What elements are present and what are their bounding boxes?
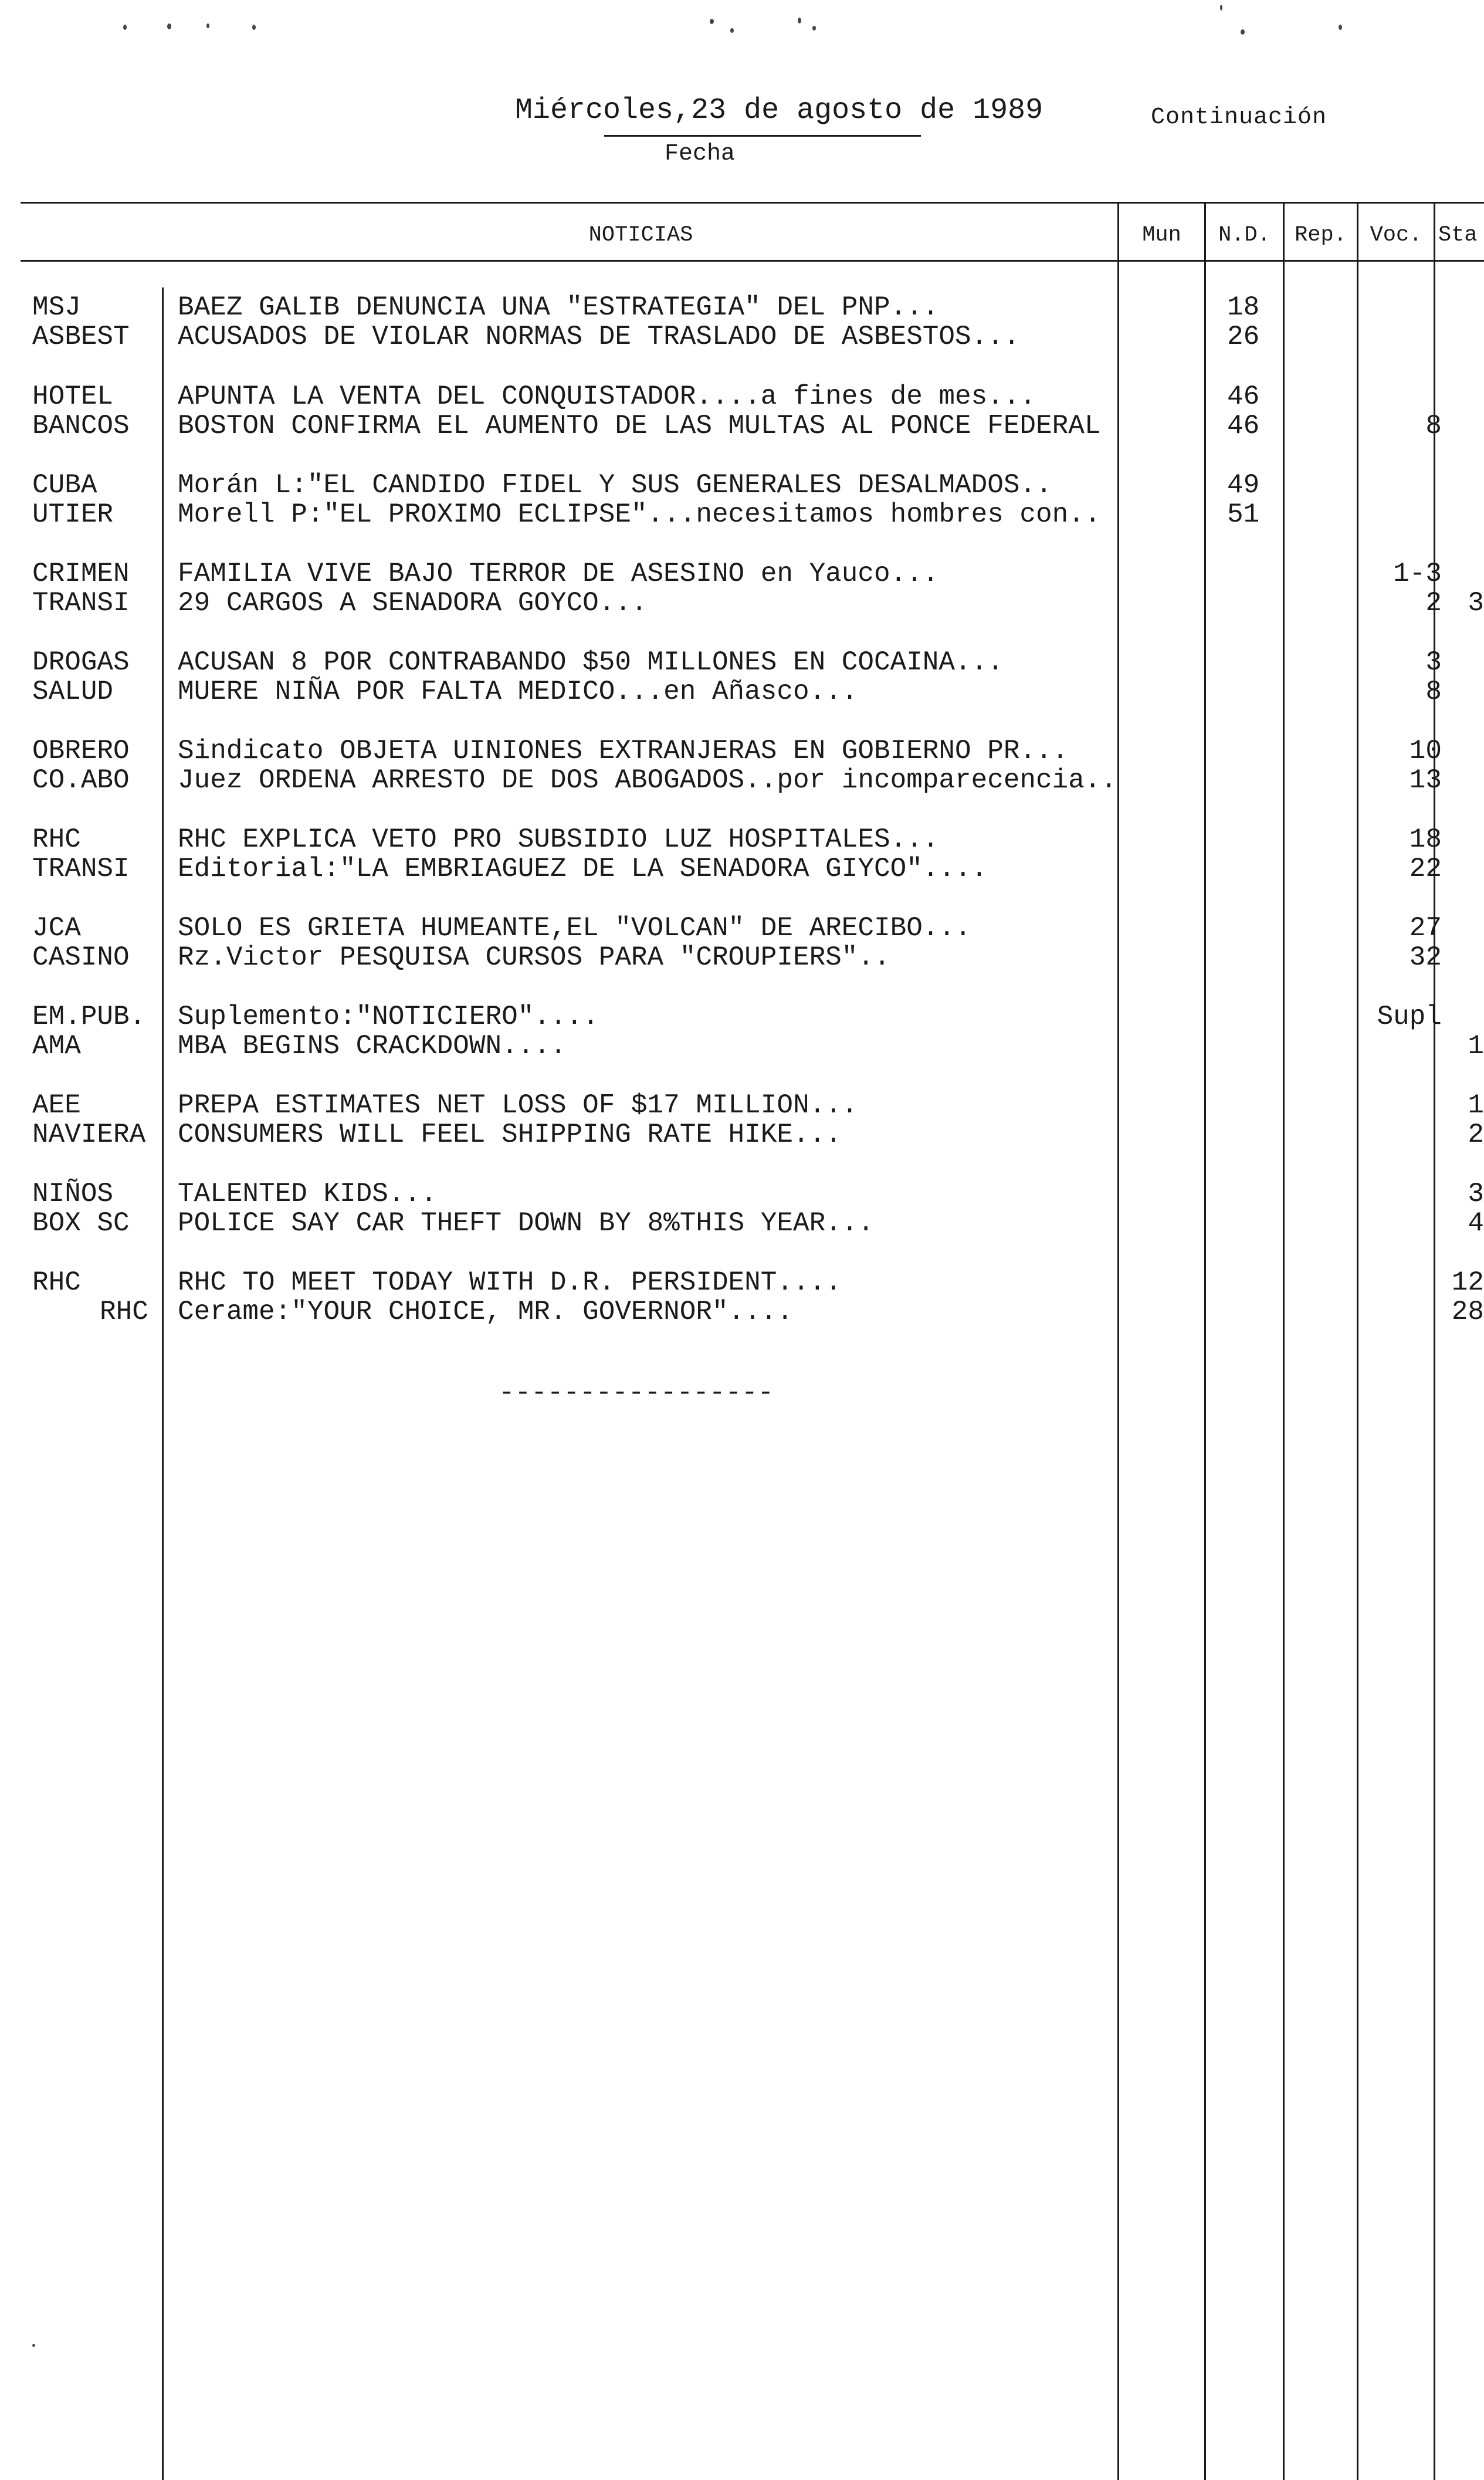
row-headline: RHC TO MEET TODAY WITH D.R. PERSIDENT.... — [178, 1267, 842, 1298]
date-label: Fecha — [665, 141, 736, 167]
row-headline: Editorial:"LA EMBRIAGUEZ DE LA SENADORA GIYCO".... — [178, 854, 988, 884]
row-code: MSJ — [32, 292, 81, 323]
row-code: UTIER — [32, 499, 114, 530]
row-code: CO.ABO — [32, 765, 130, 796]
row-headline: PREPA ESTIMATES NET LOSS OF $17 MILLION... — [178, 1090, 858, 1121]
scan-speck — [1339, 25, 1342, 30]
row-code: CASINO — [32, 942, 130, 973]
row-code: AMA — [32, 1031, 81, 1061]
table-top-rule — [21, 202, 1484, 204]
code-column-rule — [162, 287, 164, 2480]
row-sta-value: 2 — [1468, 1119, 1484, 1150]
end-separator: ----------------- — [499, 1378, 774, 1408]
row-headline: POLICE SAY CAR THEFT DOWN BY 8%THIS YEAR... — [178, 1208, 874, 1239]
row-voc-value: 18 — [1409, 824, 1442, 855]
voc-column-rule — [1357, 202, 1358, 2480]
row-code: TRANSI — [32, 854, 130, 884]
row-headline: SOLO ES GRIETA HUMEANTE,EL "VOLCAN" DE ARECIBO... — [178, 913, 971, 943]
row-sta-value: 4 — [1468, 1208, 1484, 1239]
row-headline: APUNTA LA VENTA DEL CONQUISTADOR....a fines de mes... — [178, 381, 1036, 412]
column-header-rep: Rep. — [1295, 223, 1347, 248]
column-header-nd: N.D. — [1218, 223, 1270, 248]
row-sta-value: 3 — [1468, 1179, 1484, 1209]
row-sta-value: 1 — [1468, 1031, 1484, 1061]
row-voc-value: 8 — [1425, 411, 1442, 441]
row-headline: ACUSADOS DE VIOLAR NORMAS DE TRASLADO DE ASBESTOS... — [178, 322, 1020, 352]
column-header-noticias: NOTICIAS — [588, 223, 693, 248]
row-code: ASBEST — [32, 322, 130, 352]
row-voc-value: 32 — [1409, 942, 1442, 973]
row-code: JCA — [32, 913, 81, 943]
row-code: NAVIERA — [32, 1119, 146, 1150]
row-nd-value: 46 — [1227, 381, 1260, 412]
row-headline: MBA BEGINS CRACKDOWN.... — [178, 1031, 567, 1061]
nd-column-rule — [1204, 202, 1206, 2480]
scan-speck — [32, 2344, 35, 2347]
row-headline: Cerame:"YOUR CHOICE, MR. GOVERNOR".... — [178, 1297, 793, 1327]
row-voc-value: 1-3 — [1393, 559, 1442, 589]
date-text: Miércoles,23 de agosto de 1989 — [515, 94, 1043, 127]
scan-speck — [730, 28, 734, 33]
row-sta-value: 3 — [1468, 588, 1484, 618]
row-headline: TALENTED KIDS... — [178, 1179, 437, 1209]
row-code: TRANSI — [32, 588, 130, 618]
rep-column-rule — [1283, 202, 1285, 2480]
row-nd-value: 51 — [1227, 499, 1260, 530]
row-nd-value: 26 — [1227, 322, 1260, 352]
scan-speck — [812, 26, 816, 31]
row-code: RHC — [100, 1297, 148, 1327]
column-header-voc: Voc. — [1370, 223, 1422, 248]
scan-speck — [167, 23, 171, 29]
row-voc-value: 22 — [1409, 854, 1442, 884]
row-code: SALUD — [32, 676, 114, 707]
row-code: RHC — [32, 1267, 81, 1298]
row-headline: BAEZ GALIB DENUNCIA UNA "ESTRATEGIA" DEL PNP... — [178, 292, 939, 323]
row-code: BANCOS — [32, 411, 130, 441]
row-headline: Sindicato OBJETA UINIONES EXTRANJERAS EN GOBIERNO PR... — [178, 736, 1069, 766]
sta-column-rule — [1434, 202, 1435, 2480]
row-code: EM.PUB. — [32, 1002, 146, 1032]
row-code: BOX SC — [32, 1208, 130, 1239]
row-headline: MUERE NIÑA POR FALTA MEDICO...en Añasco... — [178, 676, 858, 707]
row-voc-value: Supl — [1377, 1002, 1442, 1032]
scan-speck — [1220, 5, 1222, 11]
column-header-sta: Sta — [1438, 223, 1478, 248]
row-voc-value: 27 — [1409, 913, 1442, 943]
row-code: AEE — [32, 1090, 81, 1121]
column-header-mun: Mun — [1142, 223, 1181, 248]
row-code: OBRERO — [32, 736, 130, 766]
row-code: RHC — [32, 824, 81, 855]
row-nd-value: 49 — [1227, 470, 1260, 500]
scan-speck — [710, 19, 714, 24]
row-sta-value: 12 — [1451, 1267, 1484, 1298]
date-underline — [604, 135, 921, 137]
row-code: NIÑOS — [32, 1179, 114, 1209]
scan-speck — [123, 25, 127, 30]
row-voc-value: 13 — [1409, 765, 1442, 796]
row-nd-value: 18 — [1227, 292, 1260, 323]
row-headline: ACUSAN 8 POR CONTRABANDO $50 MILLONES EN COCAINA... — [178, 647, 1004, 678]
scan-speck — [798, 18, 801, 23]
scan-speck — [1241, 29, 1245, 35]
row-voc-value: 2 — [1425, 588, 1442, 618]
row-headline: Morán L:"EL CANDIDO FIDEL Y SUS GENERALES DESALMADOS.. — [178, 470, 1052, 500]
row-voc-value: 8 — [1425, 676, 1442, 707]
row-voc-value: 10 — [1409, 736, 1442, 766]
continuation-label: Continuación — [1151, 104, 1327, 131]
row-code: DROGAS — [32, 647, 130, 678]
row-headline: Suplemento:"NOTICIERO".... — [178, 1002, 599, 1032]
row-headline: CONSUMERS WILL FEEL SHIPPING RATE HIKE... — [178, 1119, 842, 1150]
row-headline: Juez ORDENA ARRESTO DE DOS ABOGADOS..por incomparecencia.. — [178, 765, 1117, 796]
row-code: CUBA — [32, 470, 97, 500]
row-nd-value: 46 — [1227, 411, 1260, 441]
row-headline: 29 CARGOS A SENADORA GOYCO... — [178, 588, 648, 618]
row-headline: Rz.Victor PESQUISA CURSOS PARA "CROUPIERS".. — [178, 942, 890, 973]
row-sta-value: 1 — [1468, 1090, 1484, 1121]
row-code: HOTEL — [32, 381, 114, 412]
table-header-rule — [21, 260, 1484, 262]
row-sta-value: 28 — [1451, 1297, 1484, 1327]
row-headline: BOSTON CONFIRMA EL AUMENTO DE LAS MULTAS AL PONCE FEDERAL — [178, 411, 1101, 441]
mun-column-rule — [1117, 202, 1119, 2480]
row-headline: FAMILIA VIVE BAJO TERROR DE ASESINO en Yauco... — [178, 559, 939, 589]
row-headline: RHC EXPLICA VETO PRO SUBSIDIO LUZ HOSPITALES... — [178, 824, 939, 855]
row-code: CRIMEN — [32, 559, 130, 589]
row-headline: Morell P:"EL PROXIMO ECLIPSE"...necesitamos hombres con.. — [178, 499, 1101, 530]
scan-speck — [252, 25, 256, 30]
scan-speck — [206, 23, 209, 28]
row-voc-value: 3 — [1425, 647, 1442, 678]
